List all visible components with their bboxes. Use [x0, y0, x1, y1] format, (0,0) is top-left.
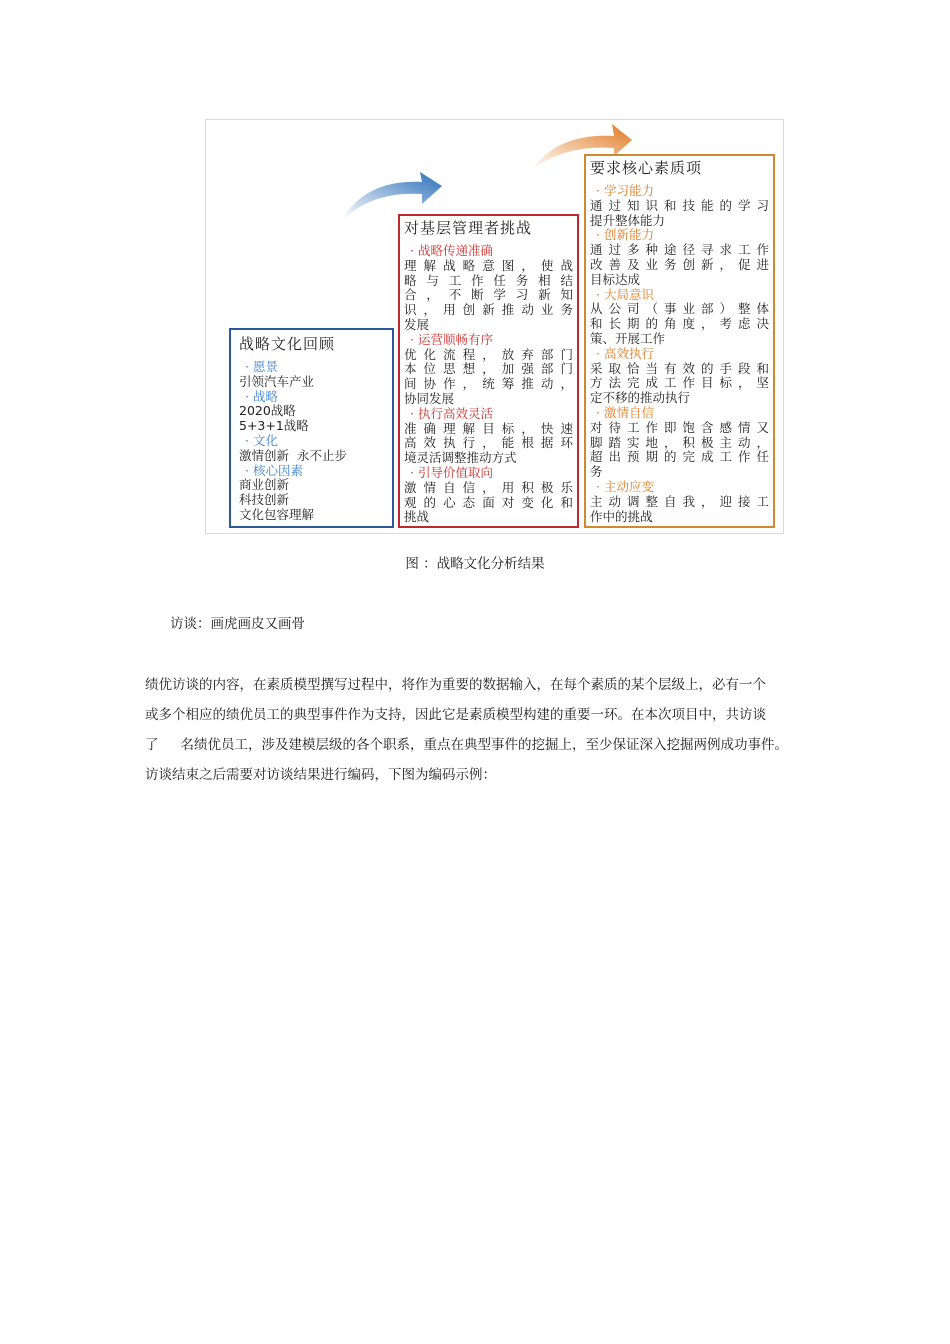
- box-item: [239, 390, 384, 434]
- item-line: 5+3+1战略: [239, 418, 309, 434]
- item-line: 对待工作即饱含感情又: [590, 419, 769, 435]
- item-line: 2020战略: [239, 403, 296, 419]
- paragraph-line: 访谈结束之后需要对访谈结果进行编码，下图为编码示例：: [145, 767, 496, 783]
- caption-prefix: 图 ：: [405, 556, 437, 572]
- item-line: 间协作，统筹推动，: [404, 376, 573, 392]
- frontline-manager-challenges-box: [398, 214, 579, 528]
- paragraph-line-rest: 名绩优员工，涉及建模层级的各个职系，重点在典型事件的挖掘上，至少保证深入挖掘两例成功事件。: [180, 737, 788, 753]
- item-line: 激情创新 永不止步: [239, 447, 347, 463]
- item-line: 发展: [404, 316, 430, 332]
- item-line: 方法完成工作目标，坚: [590, 375, 769, 391]
- item-line: 观的心态面对变化和: [404, 494, 573, 510]
- item-line: 高效执行，能根据环: [404, 435, 573, 451]
- item-label: · 战略: [245, 388, 278, 404]
- caption-text: 战略文化分析结果: [436, 556, 545, 572]
- figure-caption: [0, 552, 950, 572]
- item-line: 商业创新: [239, 477, 290, 493]
- box-title: 对基层管理者挑战: [404, 219, 533, 237]
- item-line: 作中的挑战: [590, 508, 653, 524]
- box-item: [239, 434, 384, 464]
- item-label: · 愿景: [245, 359, 278, 374]
- item-line: 定不移的推动执行: [590, 390, 691, 406]
- item-label: · 创新能力: [596, 227, 654, 243]
- item-label: · 文化: [245, 432, 278, 448]
- item-line: 协同发展: [404, 390, 455, 406]
- item-label: · 高效执行: [596, 345, 654, 361]
- item-line: 挑战: [404, 509, 430, 525]
- item-line: 文化包容理解: [239, 506, 315, 522]
- box-item: [590, 228, 769, 287]
- paragraph-line: 或多个相应的绩优员工的典型事件作为支持，因此它是素质模型构建的重要一环。在本次项目中，共访谈: [145, 707, 766, 723]
- item-line: 提升整体能力: [590, 212, 666, 228]
- item-line: 和长期的角度，考虑决: [590, 316, 769, 332]
- item-label: · 战略传递准确: [410, 243, 493, 258]
- box-item: [404, 333, 573, 407]
- item-line: 准确理解目标，快速: [404, 420, 573, 436]
- box-title: 要求核心素质项: [590, 159, 703, 177]
- box-item: [239, 360, 384, 390]
- item-label: · 执行高效灵活: [410, 405, 493, 421]
- box-item: [590, 406, 769, 480]
- strategy-culture-figure: [205, 119, 784, 534]
- paragraph-line: [145, 730, 808, 760]
- box-item: [404, 407, 573, 466]
- item-label: · 大局意识: [596, 286, 654, 302]
- item-line: 识，用创新推动业务: [404, 302, 573, 318]
- body-paragraph: [145, 670, 808, 790]
- item-line: 本位思想，加强部门: [404, 361, 573, 377]
- item-label: · 运营顺畅有序: [410, 331, 493, 347]
- interview-heading: 访谈：画虎画皮又画骨: [170, 616, 305, 632]
- item-line: 合，不断学习新知: [404, 287, 573, 303]
- strategy-culture-review-box: [229, 328, 394, 528]
- box-item: [590, 288, 769, 347]
- item-label: · 引导价值取向: [410, 464, 493, 480]
- item-line: 策、开展工作: [590, 330, 666, 346]
- item-label: · 激情自信: [596, 404, 654, 420]
- box-title: 战略文化回顾: [239, 335, 336, 353]
- paragraph-line-start: 了: [145, 737, 159, 753]
- item-label: · 学习能力: [596, 183, 654, 198]
- item-line: 境灵活调整推动方式: [404, 450, 517, 466]
- item-line: 引领汽车产业: [239, 373, 315, 389]
- item-line: 改善及业务创新，促进: [590, 256, 769, 272]
- item-line: 科技创新: [239, 492, 290, 508]
- item-line: 务: [590, 464, 603, 480]
- item-line: 主动调整自我，迎接工: [590, 493, 769, 509]
- item-line: 超出预期的完成工作任: [590, 449, 769, 465]
- item-line: 略与工作任务相结: [404, 272, 573, 288]
- item-line: 理解战略意图，使战: [404, 257, 573, 273]
- box-item: [404, 244, 573, 333]
- item-line: 优化流程，放弃部门: [404, 346, 573, 362]
- box-item: [239, 464, 384, 523]
- item-line: 从公司（事业部）整体: [590, 301, 769, 317]
- item-line: 目标达成: [590, 271, 641, 287]
- core-competency-requirements-box: [584, 154, 775, 528]
- paragraph-line: 绩优访谈的内容，在素质模型撰写过程中，将作为重要的数据输入，在每个素质的某个层级上，必有一个: [145, 677, 766, 693]
- item-line: 通过多种途径寻求工作: [590, 242, 769, 258]
- item-line: 脚踏实地，积极主动，: [590, 434, 769, 450]
- box-item: [404, 466, 573, 525]
- item-line: 采取恰当有效的手段和: [590, 360, 769, 376]
- box-item: [590, 347, 769, 406]
- box-item: [590, 184, 769, 228]
- item-label: · 核心因素: [245, 462, 303, 478]
- box-item: [590, 480, 769, 524]
- item-line: 通过知识和技能的学习: [590, 197, 769, 213]
- item-label: · 主动应变: [596, 478, 654, 494]
- item-line: 激情自信，用积极乐: [404, 479, 573, 495]
